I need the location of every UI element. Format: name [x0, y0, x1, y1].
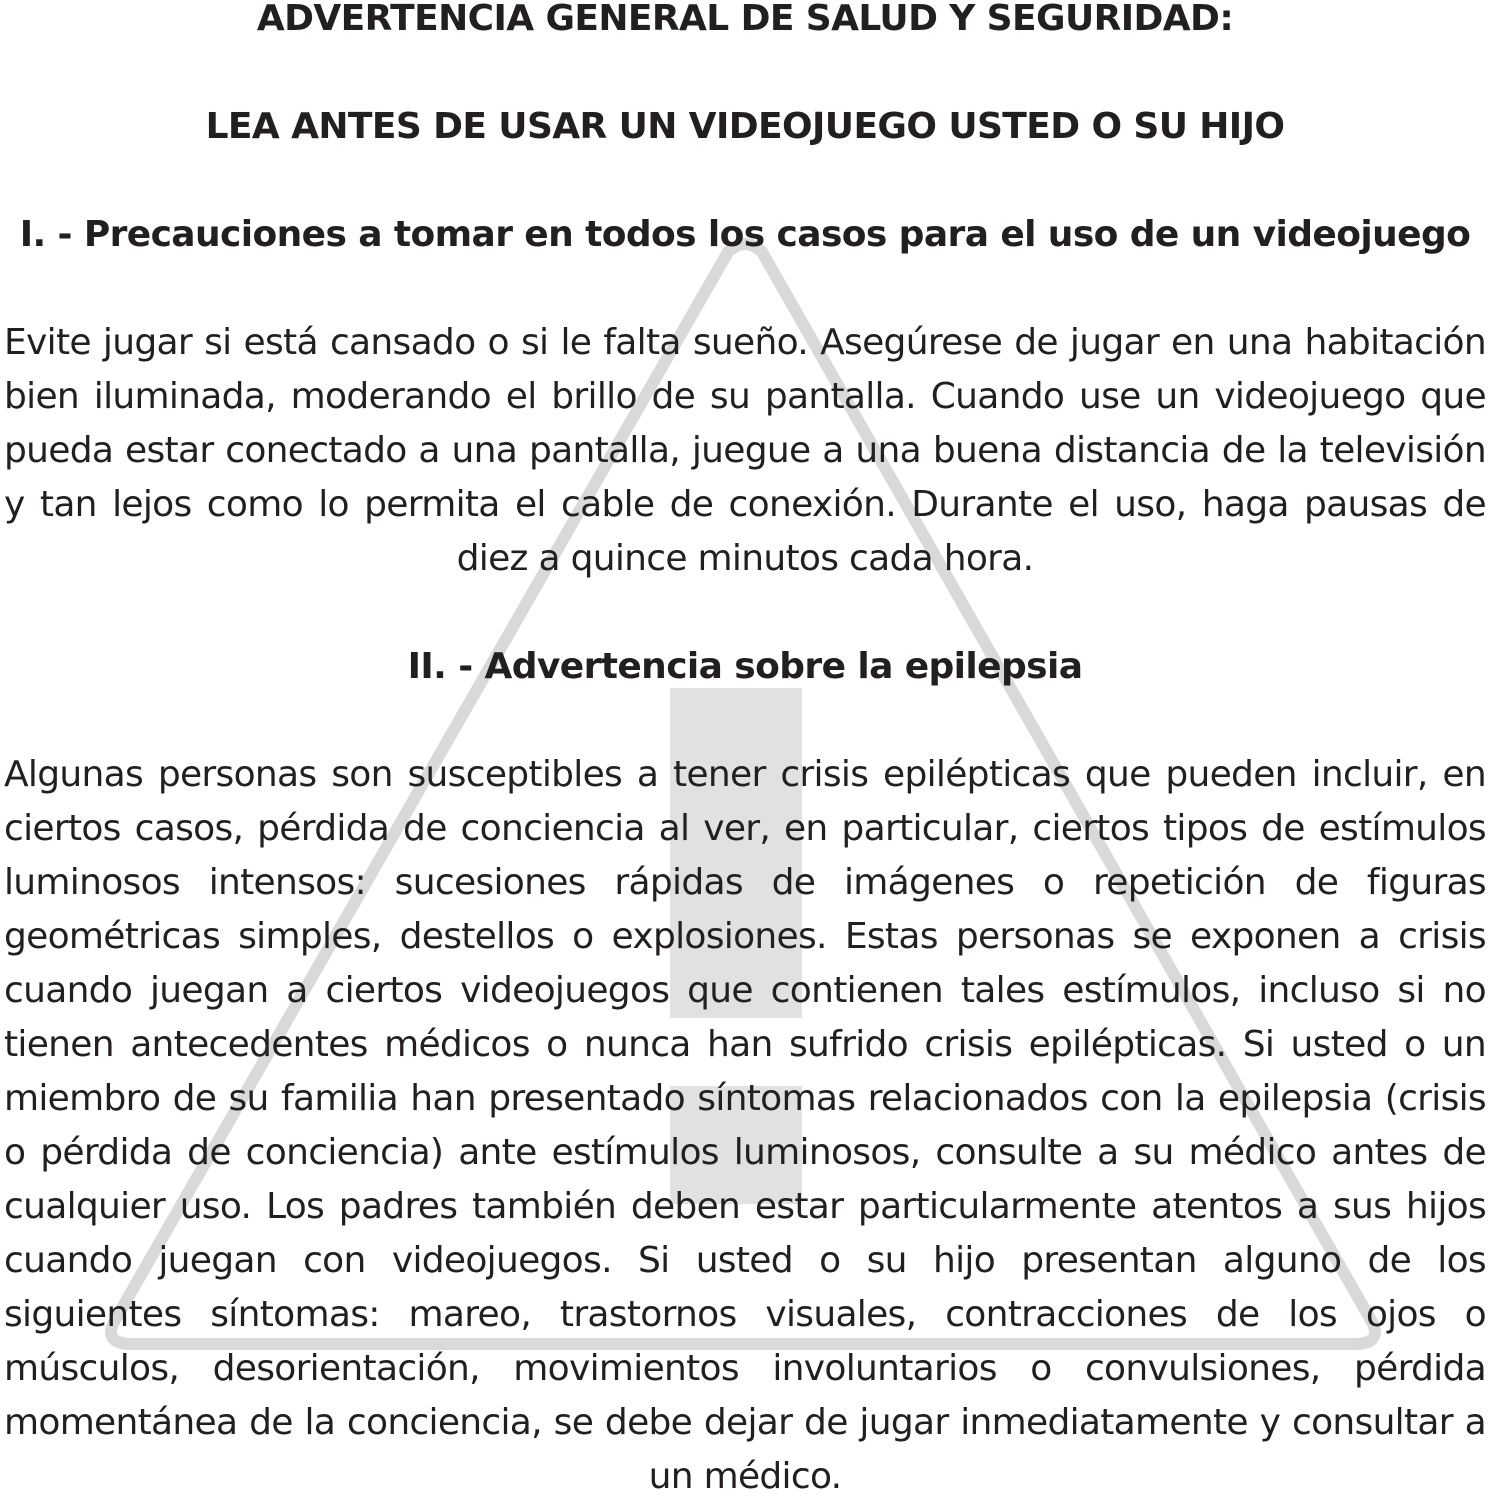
section1-heading: I. - Precauciones a tomar en todos los casos para el uso de un videojuego: [19, 214, 1471, 255]
section2-heading: II. - Advertencia sobre la epilepsia: [407, 646, 1083, 687]
section1-paragraph: Evite jugar si está cansado o si le falta sueño. Asegúrese de jugar en una habitación bien iluminada, moderando el brillo de su pantalla. Cuando use un videojuego que pueda estar conectado a una pantalla, juegue a una buena distancia de la televisión y tan lejos como lo permita el cable de conexión. Durante el uso, haga pausas de diez a quince minutos cada hora.: [4, 322, 1486, 579]
warning-document: [4, 0, 1486, 1504]
document-title: ADVERTENCIA GENERAL DE SALUD Y SEGURIDAD:: [256, 0, 1234, 39]
section2-paragraph: Algunas personas son susceptibles a tener crisis epilépticas que pueden incluir, en ciertos casos, pérdida de conciencia al ver, en particular, ciertos tipos de estímulos luminosos intensos: sucesiones rápidas de imágenes o repetición de figuras geométricas simples, destellos o explosiones. Estas personas se exponen a crisis cuando juegan a ciertos videojuegos que contienen tales estímulos, incluso si no tienen antecedentes médicos o nunca han sufrido crisis epilépticas. Si usted o un miembro de su familia han presentado síntomas relacionados con la epilepsia (crisis o pérdida de conciencia) ante estímulos luminosos, consulte a su médico antes de cualquier uso. Los padres también deben estar particularmente atentos a sus hijos cuando juegan con videojuegos. Si usted o su hijo presentan alguno de los siguientes síntomas: mareo, trastornos visuales, contracciones de los ojos o músculos, desorientación, movimientos involuntarios o convulsiones, pérdida momentánea de la conciencia, se debe dejar de jugar inmediatamente y consultar a un médico.: [4, 754, 1486, 1497]
document-subtitle: LEA ANTES DE USAR UN VIDEOJUEGO USTED O SU HIJO: [205, 106, 1285, 147]
